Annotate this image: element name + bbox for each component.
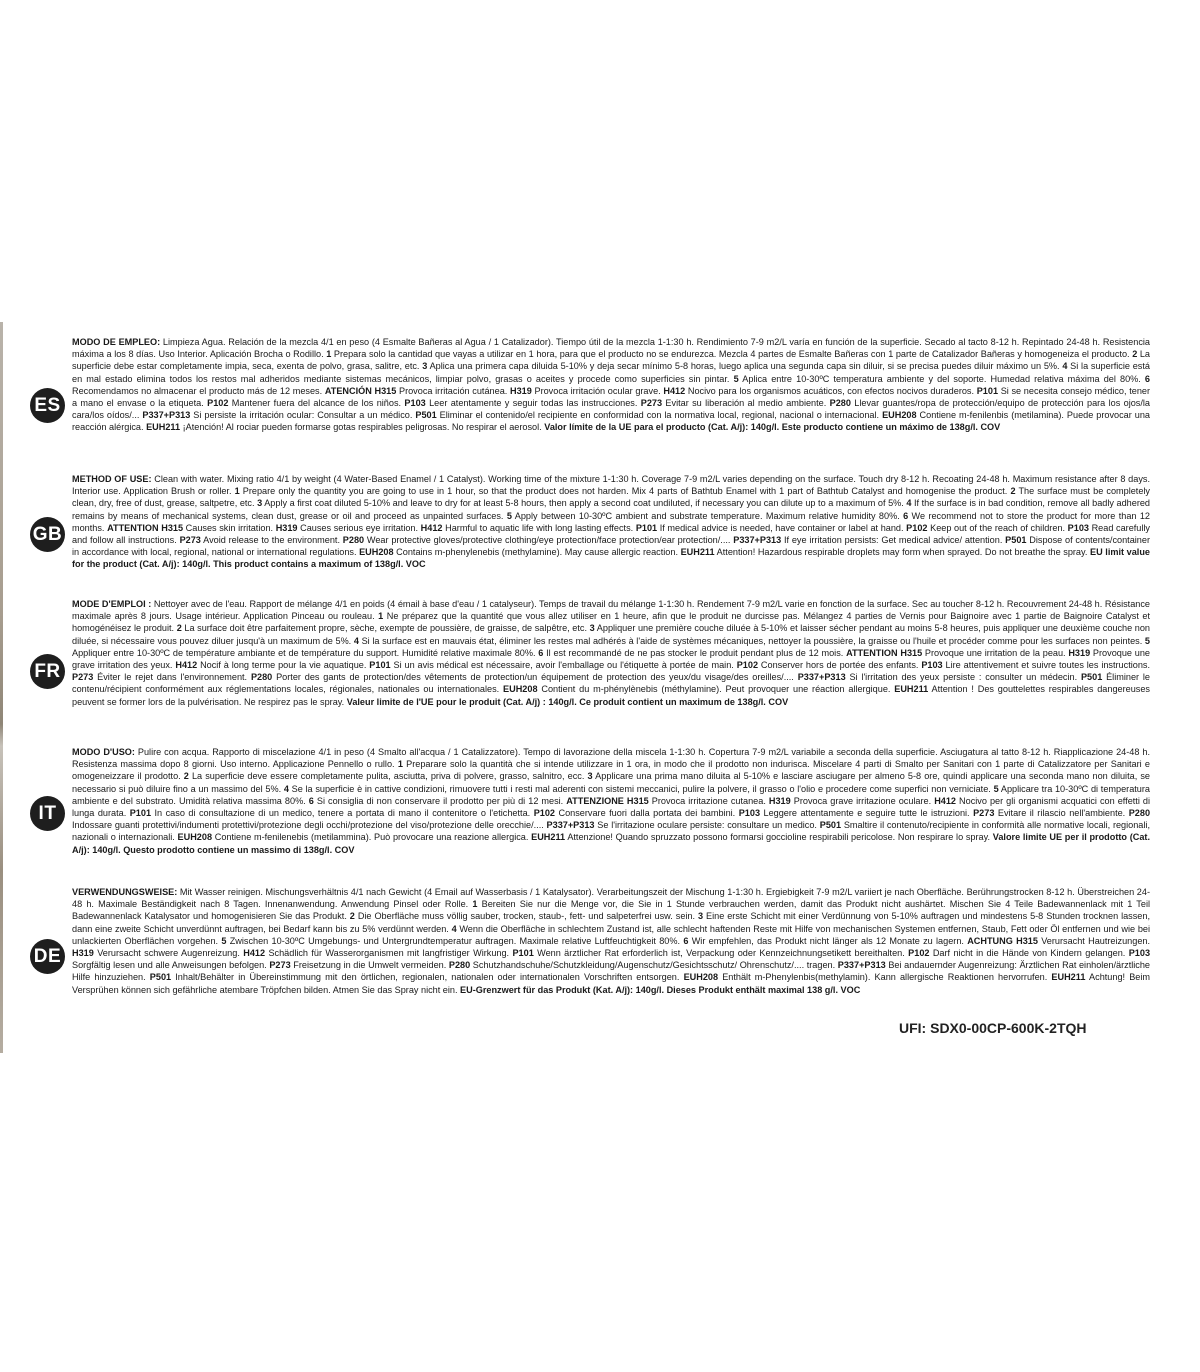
bold-text-run: 6	[903, 510, 909, 521]
bold-text-run: P103	[738, 808, 761, 819]
bold-text-run: 2	[349, 911, 355, 922]
bold-text-run: H319	[275, 522, 298, 533]
bold-text-run: 5	[993, 783, 999, 794]
text-run: If the surface is in bad condition, remove all badly adhered remains by means of mechanical systems, clean dust, grease or oil and proceed as unpainted surfaces.	[72, 498, 1151, 521]
text-run: Nettoyer avec de l'eau. Rapport de mélange 4/1 en poids (4 émail à base d'eau / 1 catalyseur). Temps de travail du mélange 1-1:30 h. Rendement 7-9 m2/L varie en fonction de la surface. Sec au toucher 8-12 h. Recouvrement 24-48 h. Résistance maximale après 8 jours. Usage intérieur. Application Pinceau ou rouleau.	[72, 599, 1150, 622]
text-run: Attention ! Des gouttelettes respirables dangereuses peuvent se former lors de la pulvérisation. Ne respirez pas le spray.	[72, 684, 1150, 707]
bold-text-run: 1	[472, 899, 478, 910]
bold-text-run: EUH208	[503, 684, 538, 695]
text-run: Conserver hors de portée des enfants.	[758, 660, 922, 671]
bold-text-run: P337+P313	[797, 672, 846, 683]
text-run: Darf nicht in die Hände von Kindern gelangen.	[929, 948, 1129, 959]
text-run: Mantener fuera del alcance de los niños.	[228, 398, 405, 409]
text-run: Conservare fuori dalla portata dei bambini.	[555, 808, 739, 819]
text-run: Leggere attentamente e seguire tutte le istruzioni.	[760, 808, 974, 819]
bold-text-run: ATTENTION H315	[846, 647, 923, 658]
text-run: Nocivo per gli organismi acquatici con effetti di lunga durata.	[72, 795, 1150, 819]
bold-text-run: 6	[683, 935, 689, 946]
text-run: Provoca irritación cutánea.	[396, 385, 510, 396]
text-run: Éviter le rejet dans l'environnement.	[93, 672, 251, 683]
text-run: Wenn die Oberfläche in schlechtem Zustand ist, alle schlecht haftenden Reste mit Hilfe von mechanischen Systemen entfernen, Staub, Fett oder Öl entfernen und wie bei unlackierten Oberflächen vorgehen.	[72, 923, 1151, 946]
text-run: Si persiste la irritación ocular: Consultar a un médico.	[190, 410, 416, 421]
bold-text-run: EUH211	[680, 547, 715, 558]
text-run: Apply a first coat diluted 5-10% and leave to dry for at least 5-8 hours, then apply a second coat undiluted, if necessary you can dilute up to a maximum of 5%.	[262, 498, 907, 509]
bold-text-run: P280	[342, 535, 365, 546]
text-run: Indossare guanti protettivi/indumenti protettivi/protezione degli occhi/protezione del viso/protezione delle orecchie/....	[72, 820, 547, 831]
text-run: Si consiglia di non conservare il prodotto per più di 12 mesi.	[313, 795, 567, 806]
bold-text-run: EU-Grenzwert für das Produkt (Kat. A/j): 140g/l. Dieses Produkt enthält maximal 138 g/l. VOC	[460, 984, 861, 995]
bold-text-run: P102	[533, 808, 555, 819]
bold-text-run: 6	[308, 795, 314, 806]
text-run: Bereiten Sie nur die Menge vor, die Sie in 1 Stunde verbrauchen werden, damit das Produkt nicht aushärtet. Mischen Sie 4 Teile Badewannenlack mit 1 Teil Badewannenlack Katalysator und homogenisieren Sie das Produkt.	[72, 899, 1150, 922]
bold-text-run: P501	[1080, 672, 1103, 683]
text-run: Dispose of contents/container in accordance with local, regional, national or international regulations.	[72, 535, 1150, 558]
bold-text-run: P102	[908, 948, 930, 959]
text-run: Wenn ärztlicher Rat erforderlich ist, Verpackung oder Kennzeichnungsetikett bereithalten.	[533, 948, 909, 959]
bold-text-run: 1	[326, 349, 332, 360]
bold-text-run: P103	[404, 398, 426, 409]
text-run: La superficie deve essere completamente pulita, asciutta, priva di polvere, grasso, salnitro, ecc.	[188, 771, 588, 782]
language-badge-fr: FR	[30, 654, 65, 689]
language-badge-es: ES	[30, 388, 65, 423]
bold-text-run: 1	[378, 611, 384, 622]
text-run: Éliminer le contenu/récipient conformément aux réglementations locales, régionales, nationales ou internationales.	[72, 672, 1150, 695]
bold-text-run: P273	[973, 808, 995, 819]
text-run: Wear protective gloves/protective clothing/eye protection/face protection/ear protection/....	[364, 535, 734, 546]
bold-text-run: H412	[663, 385, 686, 396]
text-run: Si la superficie está en mal estado elimina todos los restos mal adheridos mediante sistemas mecánicos, limpiar polvo, grasas o aceites y procede como superficies sin pintar.	[72, 361, 1150, 384]
bold-text-run: H412	[175, 660, 198, 671]
bold-text-run: P101	[976, 385, 999, 396]
text-run: Applicare una prima mano diluita al 5-10% e lasciare asciugare per almeno 5-8 ore, quindi applicare una seconda mano non diluita, se necessario si può diluire fino a un massimo del 5%.	[72, 771, 1150, 794]
bold-text-run: 6	[538, 647, 544, 658]
bold-text-run: 2	[176, 623, 182, 634]
text-run: Read carefully and follow all instructions.	[72, 522, 1150, 546]
text-run: Prepare only the quantity you are going to use in 1 hour, so that the product does not harden. Mix 4 parts of Bathtub Enamel with 1 part of Bathtub Catalyst and homogenise the product.	[239, 486, 1011, 497]
bold-text-run: P501	[149, 972, 172, 983]
bold-text-run: EUH208	[882, 410, 917, 421]
text-run: Si se necesita consejo médico, tener a mano el envase o la etiqueta.	[72, 385, 1151, 409]
section-es-text	[72, 336, 1150, 434]
bold-text-run: ATTENZIONE H315	[566, 795, 649, 806]
text-run: Clean with water. Mixing ratio 4/1 by weight (4 Water-Based Enamel / 1 Catalyst). Working time of the mixture 1-1:30 h. Coverage 7-9 m2/L varies depending on the surface. Touch dry 8-12 h. Recoating 24-48 h. Maximum resistance after 8 days. Interior use. Application Brush or roller.	[72, 474, 1150, 497]
text-run: Verursacht Hautreizungen.	[1037, 935, 1151, 946]
bold-text-run: H319	[509, 385, 532, 396]
left-edge-strip	[0, 322, 3, 1053]
text-run: Evitar su liberación al medio ambiente.	[662, 398, 830, 409]
text-run: Aplica una primera capa diluida 5-10% y deja secar mínimo 5-8 horas, luego aplica una segunda capa sin diluir, si se precisa puedes diluir máximo un 5%.	[427, 361, 1063, 372]
bold-text-run: 5	[221, 935, 227, 946]
ufi-code: UFI: SDX0-00CP-600K-2TQH	[899, 1020, 1087, 1036]
bold-text-run: 5	[733, 373, 739, 384]
section-gb-text	[72, 473, 1150, 571]
text-run: Evitare il rilascio nell'ambiente.	[994, 808, 1129, 819]
bold-text-run: EUH211	[894, 684, 929, 695]
bold-text-run: 5	[1144, 635, 1150, 646]
bold-text-run: P337+P313	[837, 960, 886, 971]
bold-text-run: H319	[72, 948, 94, 959]
bold-text-run: MODO DE EMPLEO:	[72, 337, 161, 347]
text-run: Die Oberfläche muss völlig sauber, trocken, staub-, fett- und salpeterfrei usw. sein.	[354, 911, 698, 922]
text-run: Applicare tra 10-30ºC di temperatura ambiente e del substrato. Umidità relativa massima 80%.	[72, 783, 1150, 806]
text-run: Harmful to aquatic life with long lasting effects.	[442, 522, 636, 533]
bold-text-run: P337+P313	[733, 535, 782, 546]
bold-text-run: P501	[819, 820, 842, 831]
text-run: Se la superficie è in cattive condizioni, rimuovere tutti i resti mal aderenti con sistemi meccanici, pulire la polvere, il grasso o l'olio e procedere come superfici non verniciate.	[288, 783, 994, 794]
bold-text-run: ACHTUNG H315	[967, 935, 1038, 946]
bold-text-run: ATENCIÓN H315	[324, 385, 397, 396]
text-run: If eye irritation persists: Get medical advice/ attention.	[781, 535, 1006, 546]
text-run: Si un avis médical est nécessaire, avoir l'emballage ou l'étiquette à portée de main.	[390, 660, 737, 671]
bold-text-run: P101	[512, 948, 534, 959]
text-run: Il est recommandé de ne pas stocker le produit pendant plus de 12 mois.	[543, 647, 847, 658]
text-run: Schutzhandschuhe/Schutzkleidung/Augenschutz/Gesichtsschutz/ Ohrenschutz/.... tragen.	[470, 960, 838, 971]
text-run: Provoca irritazione cutanea.	[648, 795, 769, 806]
text-run: Nocif à long terme pour la vie aquatique.	[197, 660, 370, 671]
text-run: Wir empfehlen, das Produkt nicht länger als 12 Monate zu lagern.	[688, 935, 968, 946]
bold-text-run: P337+P313	[546, 820, 595, 831]
bold-text-run: 3	[587, 771, 593, 782]
section-fr-text	[72, 598, 1150, 708]
text-run: Porter des gants de protection/des vêtements de protection/un équipement de protection des yeux/du visage/des oreilles/....	[272, 672, 798, 683]
bold-text-run: P273	[269, 960, 291, 971]
bold-text-run: 2	[1132, 349, 1138, 360]
text-run: Si l'irritation des yeux persiste : consulter un médecin.	[845, 672, 1081, 683]
bold-text-run: P103	[1067, 522, 1089, 533]
text-run: Schädlich für Wasserorganismen mit langfristiger Wirkung.	[265, 948, 513, 959]
text-run: In caso di consultazione di un medico, tenere a portata di mano il contenitore o l'etichetta.	[151, 808, 534, 819]
text-run: Inhalt/Behälter in Übereinstimmung mit den örtlichen, regionalen, nationalen oder internationalen Vorschriften entsorgen.	[171, 972, 684, 983]
bold-text-run: Valore limite UE per il prodotto (Cat. A/j): 140g/l. Questo prodotto contiene un massimo di 138g/l. COV	[72, 832, 1150, 855]
text-run: Causes skin irritation.	[183, 522, 276, 533]
bold-text-run: EUH208	[359, 547, 394, 558]
bold-text-run: MODO D'USO:	[72, 747, 135, 757]
text-run: Zwischen 10-30ºC Umgebungs- und Untergrundtemperatur auftragen. Maximale relative Luftfeuchtigkeit 80%.	[226, 935, 684, 946]
bold-text-run: P501	[415, 410, 437, 421]
text-run: Prepara solo la cantidad que vayas a utilizar en 1 hora, para que el producto no se endurezca. Mezcla 4 partes de Esmalte Bañeras con 1 parte de Catalizador Bañeras y homogeneiza el producto.	[331, 349, 1133, 360]
bold-text-run: P102	[906, 522, 928, 533]
text-run: Avoid release to the environment.	[200, 535, 343, 546]
text-run: Aplica entre 10-30ºC temperatura ambiente y del soporte. Humedad relativa máxima del 80%.	[738, 373, 1145, 384]
text-run: Contains m-phenylenebis (methylamine). May cause allergic reaction.	[393, 547, 681, 558]
language-badge-gb: GB	[30, 517, 65, 552]
text-run: Contient du m-phénylènebis (méthylamine). Peut provoquer une réaction allergique.	[537, 684, 895, 695]
bold-text-run: P103	[921, 660, 943, 671]
bold-text-run: 2	[1010, 486, 1016, 497]
bold-text-run: P102	[207, 398, 229, 409]
text-run: Verursacht schwere Augenreizung.	[93, 948, 244, 959]
language-badge-it: IT	[30, 796, 65, 831]
text-run: Si la surface est en mauvais état, éliminer les restes mal adhérés à l'aide de systèmes mécaniques, nettoyer la poussière, la graisse ou l'huile et procéder comme pour les surfaces non peintes.	[358, 635, 1145, 646]
bold-text-run: P280	[829, 398, 851, 409]
text-run: Sorgfältig lesen und alle Anweisungen befolgen.	[72, 960, 270, 971]
bold-text-run: 5	[506, 510, 512, 521]
bold-text-run: P273	[640, 398, 663, 409]
bold-text-run: EUH211	[146, 422, 181, 433]
bold-text-run: H412	[420, 522, 443, 533]
text-run: Pulire con acqua. Rapporto di miscelazione 4/1 in peso (4 Smalto all'acqua / 1 Catalizzatore). Tempo di lavorazione della miscela 1-1:30 h. Copertura 7-9 m2/L variabile a seconda della superficie. Asciugatura al tatto 8-12 h. Riapplicazione 24-48 h. Resistenza massima dopo 8 giorni. Uso interno. Applicazione Pennello o rullo.	[72, 747, 1150, 770]
bold-text-run: 3	[422, 361, 428, 372]
text-run: Leer atentamente y seguir todas las instrucciones.	[425, 398, 641, 409]
language-badge-de: DE	[30, 939, 65, 974]
text-run: Enthält m-Phenylenbis(methylamin). Kann allergische Reaktionen hervorrufen.	[718, 972, 1052, 983]
text-run: Appliquer une première couche diluée à 5-10% et laisser sécher pendant au moins 5-8 heures, puis appliquer une deuxième couche non diluée, si nécessaire vous pouvez diluer jusqu'à un maximum de 5%.	[72, 623, 1151, 646]
bold-text-run: EUH211	[1051, 972, 1086, 983]
section-it-text	[72, 746, 1150, 856]
bold-text-run: 1	[234, 486, 240, 497]
text-run: Lire attentivement et suivre toutes les instructions.	[942, 660, 1151, 671]
bold-text-run: P101	[369, 660, 391, 671]
bold-text-run: 3	[589, 623, 595, 634]
bold-text-run: 2	[183, 771, 189, 782]
text-run: Contiene m-fenilenbis (metilamina). Puede provocar una reacción alérgica.	[72, 410, 1150, 433]
bold-text-run: 4	[283, 783, 289, 794]
text-run: Mit Wasser reinigen. Mischungsverhältnis 4/1 nach Gewicht (4 Email auf Wasserbasis / 1 Katalysator). Verarbeitungszeit der Mischung 1-1:30 h. Ergiebigkeit 7-9 m2/L variiert je nach Oberfläche. Berührungstrocken 8-12 h. Überstreichen 24-48 h. Maximale Beständigkeit nach 8 Tagen. Innenanwendung. Anwendung Pinsel oder Rolle.	[72, 887, 1150, 910]
text-run: Provoca irritación ocular grave.	[531, 385, 664, 396]
bold-text-run: 1	[397, 759, 403, 770]
bold-text-run: METHOD OF USE:	[72, 474, 152, 484]
text-run: Achtung! Beim Versprühen können sich gefährliche atembare Tröpfchen bilden. Atmen Sie das Spray nicht ein.	[72, 972, 1150, 995]
bold-text-run: EUH208	[683, 972, 719, 983]
bold-text-run: VERWENDUNGSWEISE:	[72, 887, 178, 897]
bold-text-run: 6	[1144, 373, 1150, 384]
text-run: La superficie debe estar completamente impia, seca, exenta de polvo, grasa, salitre, etc.	[72, 349, 1151, 372]
text-run: Smaltire il contenuto/recipiente in conformità alle normative locali, regionali, nazionali o internazionali.	[72, 820, 1150, 843]
bold-text-run: P501	[1005, 535, 1027, 546]
text-run: Keep out of the reach of children.	[927, 522, 1068, 533]
bold-text-run: P101	[129, 808, 152, 819]
text-run: We recommend not to store the product for more than 12 months.	[72, 510, 1150, 533]
bold-text-run: P101	[635, 522, 658, 533]
bold-text-run: P273	[72, 672, 94, 683]
text-run: Se l'irritazione oculare persiste: consultare un medico.	[594, 820, 820, 831]
bold-text-run: Valeur limite de l'UE pour le produit (Cat. A/j) : 140g/l. Ce produit contient un maximum de 138g/l. COV	[346, 696, 789, 707]
bold-text-run: EU limit value for the product (Cat. A/j): 140g/l. This product contains a maximum of 138g/l. VOC	[72, 547, 1150, 570]
text-run: Attenzione! Quando spruzzato possono formarsi goccioline respirabili pericolose. Non respirare lo spray.	[565, 832, 993, 843]
text-run: Eine erste Schicht mit einer Verdünnung von 5-10% auftragen und mindestens 5-8 Stunden trocknen lassen, dann eine zweite Schicht unverdünnt auftragen, bei Bedarf kann bis zu 5% verdünnt werden.	[72, 911, 1150, 934]
bold-text-run: 4	[451, 923, 457, 934]
bold-text-run: 4	[906, 498, 912, 509]
bold-text-run: H319	[1068, 647, 1091, 658]
section-de-text	[72, 886, 1150, 996]
bold-text-run: 4	[1062, 361, 1068, 372]
bold-text-run: P280	[1128, 808, 1151, 819]
text-run: ¡Atención! Al rociar pueden formarse gotas respirables peligrosas. No respirar el aerosol.	[180, 422, 545, 433]
bold-text-run: 4	[353, 635, 359, 646]
text-run: Bei andauernder Augenreizung: Ärztlichen Rat einholen/ärztliche Hilfe hinzuziehen.	[72, 960, 1150, 983]
text-run: Preparare solo la quantità che si intende utilizzare in 1 ora, in modo che il prodotto non indurisca. Miscelare 4 parti di Smalto per Sanitari con 1 parte di Catalizzatore per Sanitari e omogeneizzare il prodotto.	[72, 759, 1150, 782]
bold-text-run: H412	[243, 948, 266, 959]
bold-text-run: P280	[250, 672, 273, 683]
text-run: Provoque une grave irritation des yeux.	[72, 647, 1150, 671]
text-run: Eliminar el contenido/el recipiente en conformidad con la normativa local, regional, nacional o internacional.	[436, 410, 883, 421]
text-run: Apply between 10-30ºC ambient and substrate temperature. Maximum relative humidity 80%.	[511, 510, 904, 521]
text-run: Appliquer entre 10-30ºC de température ambiante et de température du support. Humidité relative maximale 80%.	[72, 647, 539, 658]
bold-text-run: MODE D'EMPLOI :	[72, 599, 152, 609]
text-run: Llevar guantes/ropa de protección/equipo de protección para los ojos/la cara/los oídos/...	[72, 398, 1151, 421]
text-run: If medical advice is needed, have container or label at hand.	[657, 522, 907, 533]
bold-text-run: Valor límite de la UE para el producto (Cat. A/j): 140g/l. Este producto contiene un máximo de 138g/l. COV	[544, 422, 1001, 433]
text-run: Recomendamos no almacenar el producto más de 12 meses.	[72, 385, 325, 396]
text-run: Causes serious eye irritation.	[297, 522, 421, 533]
text-run: Attention! Hazardous respirable droplets may form when sprayed. Do not breathe the spray.	[714, 547, 1091, 558]
bold-text-run: P102	[736, 660, 759, 671]
bold-text-run: EUH208	[177, 832, 213, 843]
text-run: Nocivo para los organismos acuáticos, con efectos nocivos duraderos.	[685, 385, 977, 396]
bold-text-run: P103	[1128, 948, 1151, 959]
text-run: Provoca grave irritazione oculare.	[790, 795, 935, 806]
bold-text-run: 3	[697, 911, 704, 922]
text-run: Ne préparez que la quantité que vous allez utiliser en 1 heure, afin que le produit ne durcisse pas. Mélangez 4 parties de Vernis pour Baignoire avec 1 partie de Baignoire Catalyst et homogénéisez le produit.	[72, 611, 1150, 634]
bold-text-run: H412	[934, 795, 957, 806]
text-run: The surface must be completely clean, dry, free of dust, grease, saltpetre, etc.	[72, 486, 1150, 509]
bold-text-run: H319	[768, 795, 791, 806]
text-run: Contiene m-fenilenebis (metilammina). Può provocare una reazione allergica.	[212, 832, 532, 843]
text-run: La surface doit être parfaitement propre, sèche, exempte de poussière, de graisse, de salpêtre, etc.	[181, 623, 590, 634]
bold-text-run: P280	[448, 960, 471, 971]
bold-text-run: EUH211	[531, 832, 566, 843]
bold-text-run: ATTENTION H315	[107, 522, 184, 533]
bold-text-run: P337+P313	[142, 410, 191, 421]
text-run: Limpieza Agua. Relación de la mezcla 4/1 en peso (4 Esmalte Bañeras al Agua / 1 Catalizador). Tiempo útil de la mezcla 1-1:30 h. Rendimiento 7-9 m2/L varía en función de la superficie. Secado al tacto 8-12 h. Repintado 24-48 h. Resistencia máxima a los 8 días. Uso Interior. Aplicación Brocha o Rodillo.	[72, 337, 1150, 360]
text-run: Provoque une irritation de la peau.	[922, 647, 1069, 658]
bold-text-run: 3	[257, 498, 263, 509]
text-run: Freisetzung in die Umwelt vermeiden.	[290, 960, 449, 971]
bold-text-run: P273	[179, 535, 201, 546]
